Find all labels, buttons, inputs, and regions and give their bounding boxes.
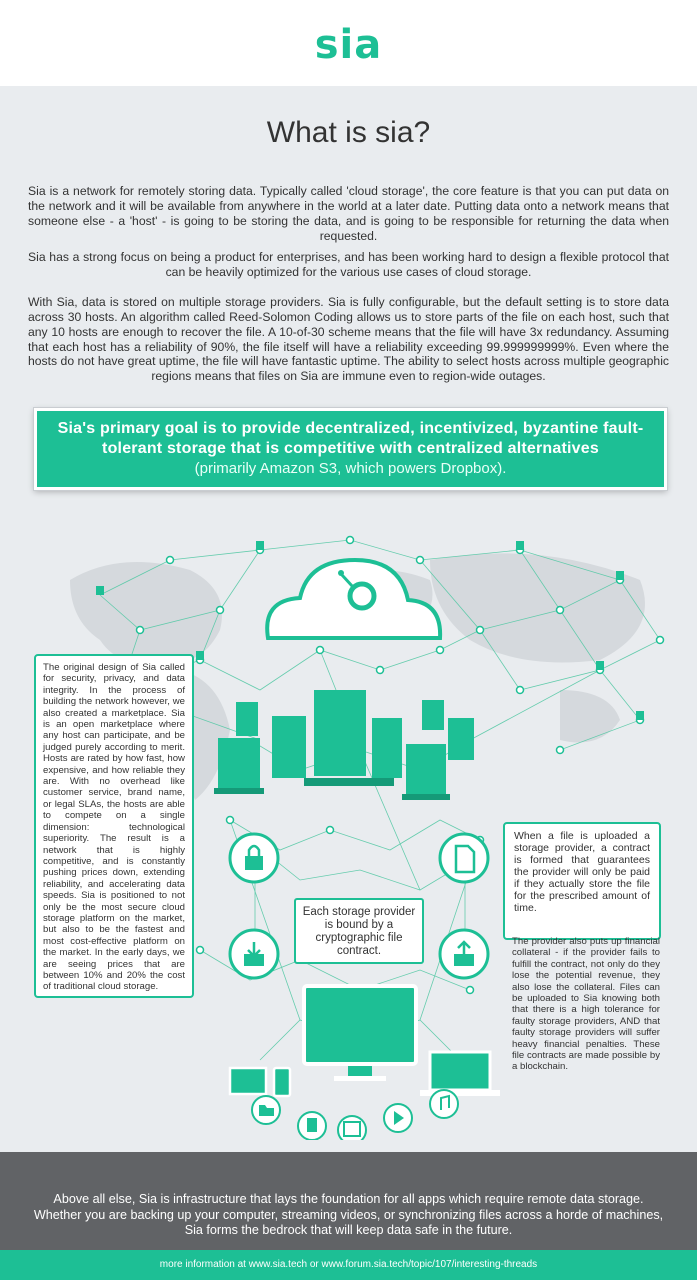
lock-icon	[230, 834, 278, 882]
document-icon	[440, 834, 488, 882]
phone-icon	[274, 1068, 290, 1096]
header	[0, 0, 697, 86]
tablet-icon	[230, 1068, 266, 1094]
footer-summary	[0, 1152, 697, 1250]
primary-goal-text: Sia's primary goal is to provide decentralized, incentivized, byzantine fault-tolerant storage that is competitive with centralized alternatives	[57, 420, 644, 457]
upload-tray-icon	[440, 930, 488, 978]
page-title: What is sia?	[266, 116, 431, 149]
intro-paragraph-1: Sia is a network for remotely storing data. Typically called 'cloud storage', the core feature is that you can put data on the network and it will be available from anywhere in the world at a later date. Putting data onto a network means that someone else - a 'host' - is going to be storing the data, and is going to be responsible for returning the data when requested.	[28, 184, 669, 243]
collateral-note: The provider also puts up financial collateral - if the provider fails to fulfill the contract, not only do they lose the potential revenue, they also lose the collateral. Files can be uploaded to Sia knowing both that there is a high tolerance for faulty storage providers, AND that faulty storage providers will suffer heavy financial penalties. These file contracts are made possible by a blockchain.	[512, 936, 660, 1073]
primary-goal-note: (primarily Amazon S3, which powers Dropbox).	[194, 460, 507, 477]
monitor-icon	[304, 986, 416, 1081]
music-icon	[430, 1090, 458, 1118]
laptop-icon	[420, 1052, 500, 1096]
marketplace-textbox: The original design of Sia called for security, privacy, and data integrity. In the process of building the network however, we also created a marketplace. Sia is an open marketplace where any host can participate, and be judged purely according to merit. Hosts are rated by how fast, how expensive, and how reliable they are. With no overhead like customer service, brand name, or legal SLAs, the hosts are able to compete on a single dimension: technological superiority. The result is a network that is highly competitive, and is constantly pushing prices down, extending reliability, and accelerating data speeds. Sia is positioned to not only be the most secure cloud storage platform on the market, but also to be the fastest and most cost-effective platform on the market. In the early days, we are seeing prices that are between 10% and 20% the cost of traditional cloud storage.	[34, 654, 194, 998]
sia-logo[interactable]: sia	[314, 22, 383, 68]
intro-paragraph-3: With Sia, data is stored on multiple storage providers. Sia is fully configurable, but the default setting is to store data across 30 hosts. An algorithm called Reed-Solomon Coding allows us to store parts of the file on each host, such that any 10 hosts are enough to recover the file. A 10-of-30 scheme means that the file will have 3x redundancy. Assuming that each host has a reliability of 90%, the file itself will have a reliability exceeding 99.999999999%. Even where the hosts do not have great uptime, the file will have fantastic uptime. The ability to select hosts across multiple geographic regions means that files on Sia are immune even to region-wide outages.	[28, 295, 669, 384]
intro-paragraph-2: Sia has a strong focus on being a product for enterprises, and has been working hard to design a flexible protocol that can be heavily optimized for the various use cases of cloud storage.	[28, 250, 669, 279]
server-cluster	[214, 690, 474, 800]
file-contract-textbox: Each storage provider is bound by a cryptographic file contract.	[294, 898, 424, 964]
footer-summary-text: Above all else, Sia is infrastructure that lays the foundation for all apps which require remote data storage. Whether you are backing up your computer, streaming videos, or synchronizing files across a horde of machines, Sia forms the bedrock that will keep data safe in the future.	[33, 1192, 664, 1237]
footer-links[interactable]: more information at www.sia.tech or www.forum.sia.tech/topic/107/interesting-threads	[0, 1250, 697, 1280]
download-tray-icon	[230, 930, 278, 978]
network-infographic	[0, 520, 697, 1140]
contract-guarantee-textbox: When a file is uploaded a storage provider, a contract is formed that guarantees the provider will only be paid if they actually store the file for the prescribed amount of time.	[503, 822, 661, 940]
primary-goal-banner	[34, 408, 667, 490]
cloud-icon	[267, 560, 440, 638]
